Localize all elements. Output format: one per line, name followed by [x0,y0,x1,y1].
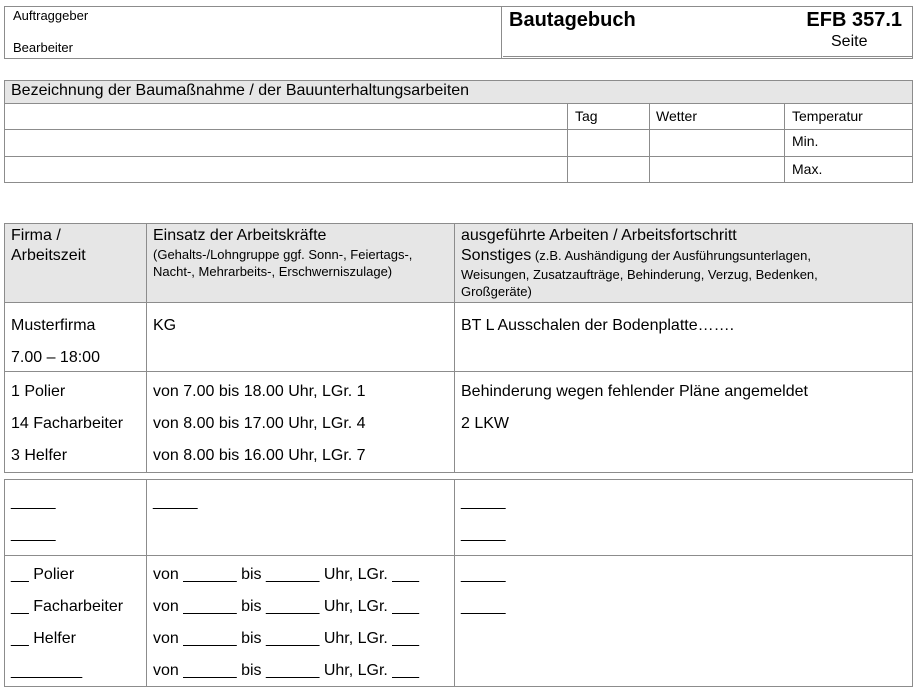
table-col-3 [454,223,455,473]
table-col-2 [146,223,147,473]
blank-col-2 [146,479,147,687]
col-einsatz-sub2: Nacht-, Mehrarbeits-, Erschwerniszulage) [153,264,393,279]
section1-heading: Bezeichnung der Baumaßnahme / der Bauunterhaltungsarbeiten [11,82,470,99]
temperatur-label: Temperatur [792,108,863,124]
row1-arbeiten: BT L Ausschalen der Bodenplatte……. [461,317,735,334]
section1-col-temp [784,104,785,183]
blank-von-2: von ______ bis ______ Uhr, LGr. ___ [153,598,419,615]
section1-col-tag [567,104,568,183]
blank-row-2 [4,556,913,687]
blank-row-1 [4,479,913,556]
col-firma-head: Firma / [11,227,61,244]
row1-einsatz: KG [153,317,177,334]
header-divider [501,6,502,59]
blank-von-1: von ______ bis ______ Uhr, LGr. ___ [153,566,419,583]
seite-label: Seite [831,33,868,50]
sonstiges-sub1: (z.B. Aushändigung der Ausführungsunterlagen, [531,248,811,263]
blank-firma-line-2: _____ [11,525,56,542]
row2-polier: 1 Polier [11,383,66,400]
blank-polier: __ Polier [11,566,75,583]
blank-von-4: von ______ bis ______ Uhr, LGr. ___ [153,662,419,679]
col-firma-head2: Arbeitszeit [11,247,86,264]
col-einsatz-head: Einsatz der Arbeitskräfte [153,227,327,244]
blank-von-3: von ______ bis ______ Uhr, LGr. ___ [153,630,419,647]
row2-arbeiten-2: 2 LKW [461,415,510,432]
max-label: Max. [792,161,823,177]
section1-row1 [4,104,913,130]
row2-einsatz-1: von 7.00 bis 18.00 Uhr, LGr. 1 [153,383,366,400]
blank-arbeiten-line-1: _____ [461,493,506,510]
row2-arbeiten-1: Behinderung wegen fehlender Pläne angemeldet [461,383,808,400]
blank-einsatz-line: _____ [153,493,198,510]
blank-facharbeiter: __ Facharbeiter [11,598,124,615]
row2-facharbeiter: 14 Facharbeiter [11,415,124,432]
min-label: Min. [792,133,819,149]
section1-col-wetter [649,104,650,183]
blank-col-3 [454,479,455,687]
blank-firma-line-1: _____ [11,493,56,510]
col-einsatz-sub1: (Gehalts-/Lohngruppe ggf. Sonn-, Feiertags-, [153,247,413,262]
row2-einsatz-2: von 8.00 bis 17.00 Uhr, LGr. 4 [153,415,366,432]
section1-row2 [4,130,913,157]
tag-label: Tag [575,108,598,124]
auftraggeber-label: Auftraggeber [13,8,89,23]
row1-firma: Musterfirma [11,317,96,334]
row1-zeit: 7.00 – 18:00 [11,349,100,366]
wetter-label: Wetter [656,108,697,124]
blank-arbeiten-line-3: _____ [461,566,506,583]
col-arbeiten-sub3: Großgeräte) [461,284,532,299]
bearbeiter-label: Bearbeiter [13,40,73,55]
blank-arbeiten-line-4: _____ [461,598,506,615]
row2-helfer: 3 Helfer [11,447,68,464]
col-arbeiten-sub2: Weisungen, Zusatzaufträge, Behinderung, Verzug, Bedenken, [461,267,818,282]
row2-einsatz-3: von 8.00 bis 16.00 Uhr, LGr. 7 [153,447,366,464]
col-arbeiten-head: ausgeführte Arbeiten / Arbeitsfortschritt [461,227,737,244]
table-row-1 [4,303,913,372]
sonstiges-label: Sonstiges [461,247,532,264]
col-arbeiten-head2 [461,248,811,264]
blank-arbeiten-line-2: _____ [461,525,506,542]
form-id: EFB 357.1 [806,9,902,31]
section1-row3 [4,157,913,183]
blank-extra: ________ [11,662,83,679]
blank-helfer: __ Helfer [11,630,76,647]
page-title: Bautagebuch [509,9,636,31]
